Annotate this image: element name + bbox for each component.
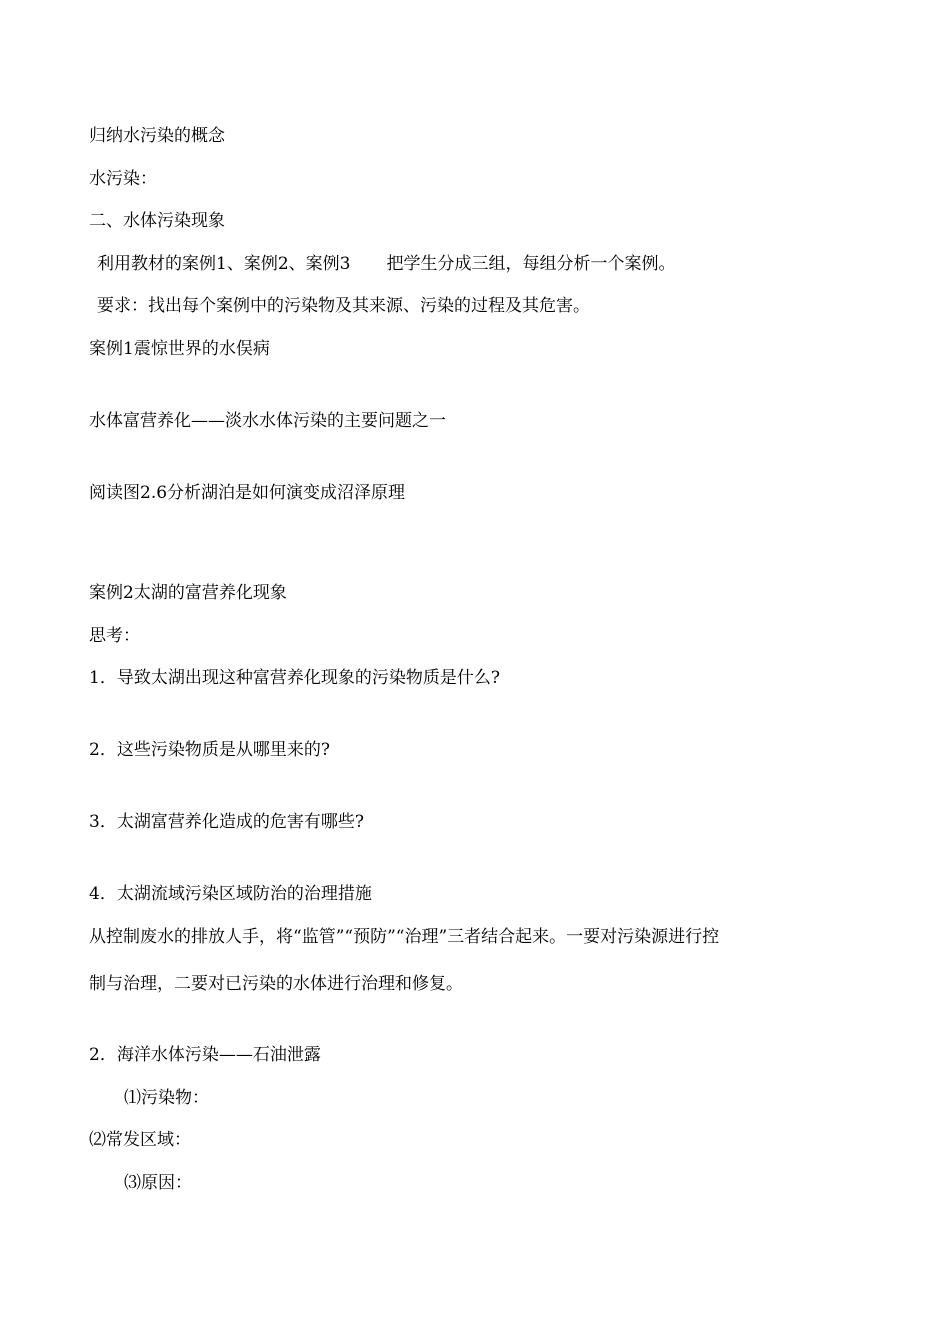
- instruction-groups: 把学生分成三组，每组分析一个案例。: [386, 254, 676, 274]
- answer-paragraph-line-2: 制与治理，二要对已污染的水体进行治理和修复。: [89, 974, 463, 994]
- reading-figure-line: 阅读图2.6分析湖泊是如何演变成沼泽原理: [89, 483, 406, 503]
- ocean-pollution-heading: 2．海洋水体污染——石油泄露: [89, 1045, 321, 1065]
- answer-paragraph-line-1: 从控制废水的排放人手，将“监管”“预防”“治理”三者结合起来。一要对污染源进行控: [89, 927, 720, 947]
- requirement-line: 要求：找出每个案例中的污染物及其来源、污染的过程及其危害。: [97, 296, 590, 316]
- instruction-cases: 利用教材的案例1、案例2、案例3: [97, 254, 351, 274]
- instruction-line: [97, 252, 675, 276]
- item-cause: ⑶原因：: [124, 1173, 192, 1193]
- question-3: 3．太湖富营养化造成的危害有哪些?: [89, 812, 364, 832]
- section-heading-pollution-phenomena: 二、水体污染现象: [89, 211, 225, 231]
- question-4: 4．太湖流域污染区域防治的治理措施: [89, 884, 372, 904]
- case-1-title: 案例1震惊世界的水俣病: [89, 339, 270, 359]
- water-pollution-label: 水污染：: [89, 169, 157, 189]
- item-pollutant: ⑴污染物：: [124, 1088, 209, 1108]
- case-2-title: 案例2太湖的富营养化现象: [89, 583, 287, 603]
- think-label: 思考：: [89, 626, 140, 646]
- question-1: 1．导致太湖出现这种富营养化现象的污染物质是什么?: [89, 668, 500, 688]
- item-frequent-area: ⑵常发区域：: [89, 1130, 191, 1150]
- question-2: 2．这些污染物质是从哪里来的?: [89, 740, 330, 760]
- eutrophication-heading: 水体富营养化——淡水水体污染的主要问题之一: [89, 411, 446, 431]
- heading-water-pollution-concept: 归纳水污染的概念: [89, 126, 225, 146]
